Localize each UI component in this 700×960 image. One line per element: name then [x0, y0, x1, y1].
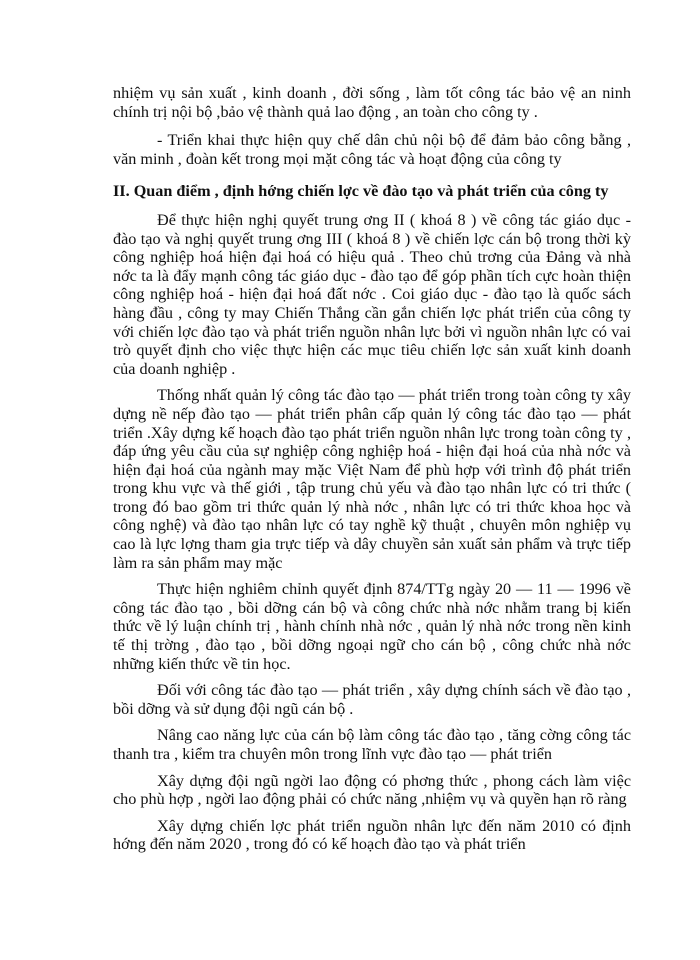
paragraph: Xây dựng đội ngũ ngời lao động có phơng thức , phong cách làm việc cho phù hợp , ngời lao động phải có chức năng ,nhiệm vụ và quyền hạn rõ ràng [113, 771, 631, 809]
paragraph: Để thực hiện nghị quyết trung ơng II ( khoá 8 ) về công tác giáo dục - đào tạo và nghị quyết trung ơng III ( khoá 8 ) về chiến lợc cán bộ trong thời kỳ công nghiệp hoá hiện đại hoá có hiệu quả . Theo chủ trơng của Đảng và nhà nớc ta là đẩy mạnh công tác giáo dục - đào tạo để góp phần tích cực hoàn thiện công nghiệp hoá - hiện đại hoá đất nớc . Coi giáo dục - đào tạo là quốc sách hàng đầu , công ty may Chiến Thắng cần gắn chiến lợc phát triển của công ty với chiến lợc đào tạo và phát triển nguồn nhân lực bởi vì nguồn nhân lực có vai trò quyết định cho việc thực hiện các mục tiêu chiến lợc sản xuất kinh doanh của doanh nghiệp . [113, 210, 631, 378]
document-body [113, 84, 631, 862]
paragraph: Xây dựng chiến lợc phát triển nguồn nhân lực đến năm 2010 có định hớng đến năm 2020 , trong đó có kế hoạch đào tạo và phát triển [113, 816, 631, 854]
paragraph: Thống nhất quản lý công tác đào tạo — phát triển trong toàn công ty xây dựng nề nếp đào tạo — phát triển phân cấp quản lý công tác đào tạo — phát triển .Xây dựng kế hoạch đào tạo phát triển nguồn nhân lực trong toàn công ty , đáp ứng yêu cầu của sự nghiệp công nghiệp hoá - hiện đại hoá của nhà nớc và hiện đại hoá của ngành may mặc Việt Nam để phù hợp với trình độ phát triển trong khu vực và thế giới , tập trung chủ yếu và đào tạo nhân lực có tri thức ( trong đó bao gồm tri thức quản lý nhà nớc , nhân lực có tri thức khoa học và công nghệ) và đào tạo nhân lực có tay nghề kỹ thuật , chuyên môn nghiệp vụ cao là lực lợng tham gia trực tiếp và dây chuyền sản xuất sản phẩm và trực tiếp làm ra sản phẩm may mặc [113, 386, 631, 572]
paragraph: Đối với công tác đào tạo — phát triển , xây dựng chính sách về đào tạo , bồi dỡng và sử dụng đội ngũ cán bộ . [113, 681, 631, 718]
paragraph-bullet: - Triển khai thực hiện quy chế dân chủ nội bộ để đảm bảo công bằng , văn minh , đoàn kết trong mọi mặt công tác và hoạt động của công ty [113, 131, 631, 168]
paragraph: Thực hiện nghiêm chỉnh quyết định 874/TTg ngày 20 — 11 — 1996 về công tác đào tạo , bồi dỡng cán bộ và công chức nhà nớc nhằm trang bị kiến thức về lý luận chính trị , hành chính nhà nớc , quản lý nhà nớc trong nền kinh tế thị trờng , đào tạo , bồi dỡng ngoại ngữ cho cán bộ , công chức nhà nớc những kiến thức về tin học. [113, 580, 631, 673]
paragraph: Nâng cao năng lực của cán bộ làm công tác đào tạo , tăng cờng công tác thanh tra , kiểm tra chuyên môn trong lĩnh vực đào tạo — phát triển [113, 726, 631, 763]
section-heading: II. Quan điểm , định hớng chiến lợc về đào tạo và phát triển của công ty [113, 182, 609, 201]
paragraph-continuation: nhiệm vụ sản xuất , kinh doanh , đời sống , làm tốt công tác bảo vệ an ninh chính trị nội bộ ,bảo vệ thành quả lao động , an toàn cho công ty . [113, 84, 631, 121]
